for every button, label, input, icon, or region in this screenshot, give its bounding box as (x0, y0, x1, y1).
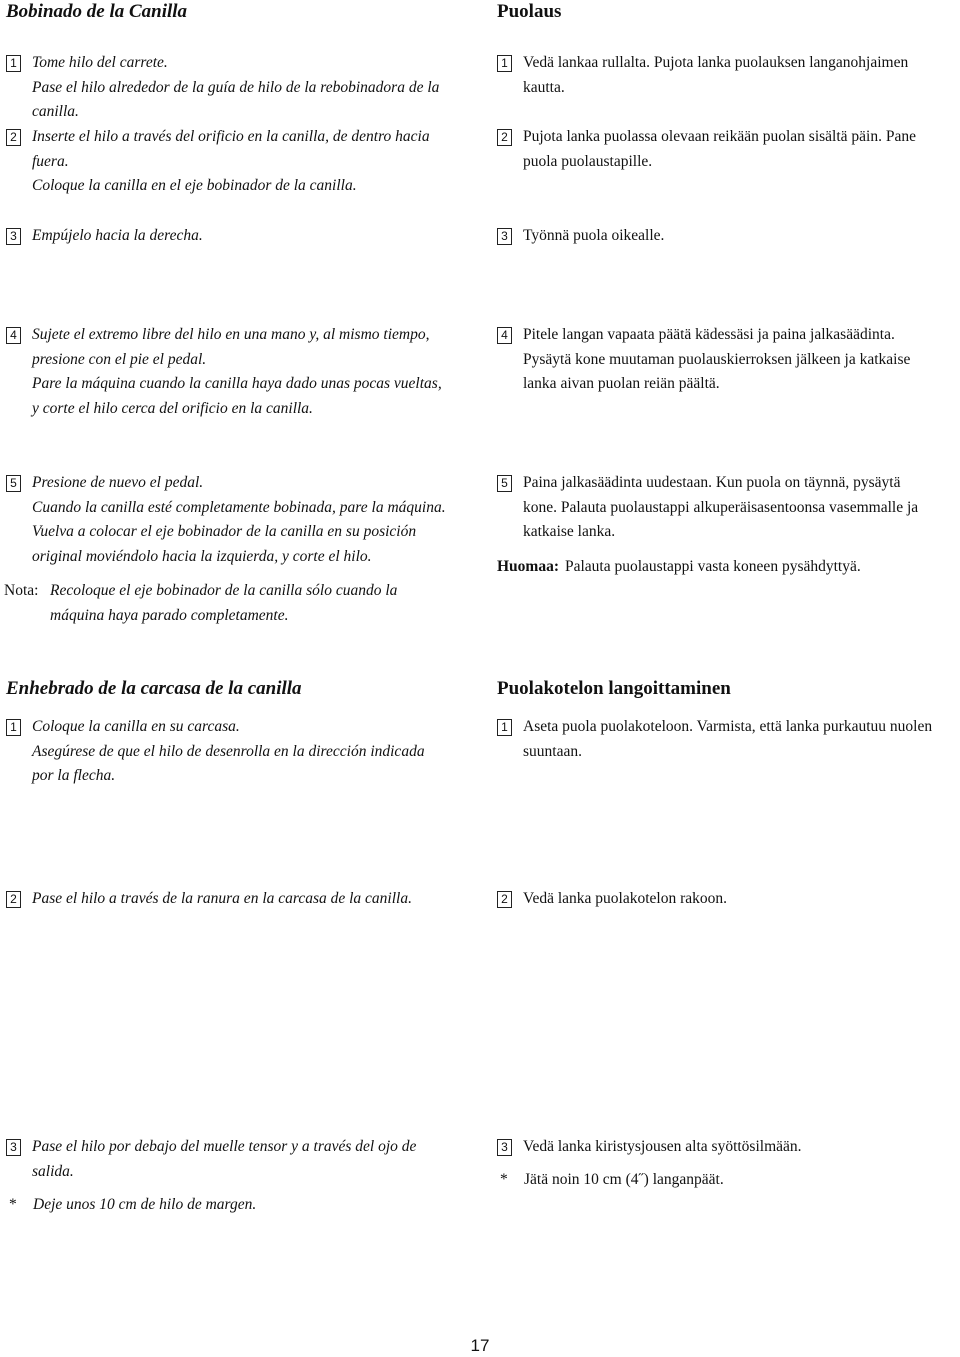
es-case-step-2-text: Pase el hilo a través de la ranura en la carcasa de la canilla. (32, 890, 412, 907)
es-case-step-3 (6, 1135, 476, 1184)
text-line: puola puolaustapille. (523, 152, 653, 170)
fi-step-3-text: Työnnä puola oikealle. (523, 227, 665, 244)
text-line: Presione de nuevo el pedal. (32, 474, 204, 491)
es-case-step-1 (6, 715, 476, 789)
note-label: Huomaa: (497, 558, 559, 575)
fi-case-step-3-text: Vedä lanka kiristysjousen alta syöttösilmään. (523, 1138, 802, 1155)
step-number-2: 2 (6, 129, 21, 146)
es-step-1 (6, 51, 476, 125)
fi-step-5 (497, 471, 959, 545)
fi-step-1-text (523, 51, 959, 100)
step-number-3: 3 (497, 228, 512, 245)
fi-tip (497, 1168, 959, 1193)
text-line: Aseta puola puolakoteloon. Varmista, että lanka purkautuu nuolen (523, 718, 933, 735)
es-step-4-text (32, 323, 476, 421)
note-text: Palauta puolaustappi vasta koneen pysähdyttyä. (565, 558, 861, 575)
text-line: original moviéndolo hacia la izquierda, y corte el hilo. (32, 547, 372, 565)
text-line: kone. Palauta puolaustappi alkuperäisasentoonsa vasemmalle ja (523, 498, 919, 516)
fi-bobbin-case-title: Puolakotelon langoittaminen (497, 678, 731, 699)
text-line: por la flecha. (32, 767, 116, 784)
text-line: lanka aivan puolan reiän päältä. (523, 375, 720, 392)
fi-case-step-2 (497, 887, 959, 912)
es-case-step-3-text (32, 1135, 476, 1184)
es-step-4 (6, 323, 476, 421)
text-line: fuera. (32, 152, 69, 170)
text-line: Pare la máquina cuando la canilla haya dado unas pocas vueltas, (32, 375, 442, 392)
step-number-5: 5 (6, 475, 21, 492)
es-case-step-1-text (32, 715, 476, 789)
text-line: Pysäytä kone muutaman puolauskierroksen jälkeen ja katkaise (523, 350, 911, 368)
text-line: y corte el hilo cerca del orificio en la canilla. (32, 399, 313, 417)
step-number-4: 4 (497, 327, 512, 344)
text-line: salida. (32, 1162, 74, 1180)
fi-step-5-text (523, 471, 959, 545)
text-line: Coloque la canilla en el eje bobinador de la canilla. (32, 177, 357, 194)
fi-note (497, 555, 959, 580)
fi-step-2-text (523, 125, 959, 174)
text-line: Pitele langan vapaata päätä kädessäsi ja paina jalkasäädinta. (523, 326, 895, 343)
text-line: Paina jalkasäädinta uudestaan. Kun puola on täynnä, pysäytä (523, 474, 901, 491)
step-number-2: 2 (6, 891, 21, 908)
tip-text: Deje unos 10 cm de hilo de margen. (33, 1196, 257, 1213)
fi-step-4 (497, 323, 959, 397)
text-line: Asegúrese de que el hilo de desenrolla en la dirección indicada (32, 742, 425, 760)
text-line: Tome hilo del carrete. (32, 54, 168, 71)
text-line: suuntaan. (523, 742, 582, 760)
step-number-3: 3 (6, 228, 21, 245)
text-line: presione con el pie el pedal. (32, 350, 207, 368)
es-note (4, 579, 474, 628)
step-number-1: 1 (497, 719, 512, 736)
es-step-5-text (32, 471, 476, 569)
es-bobbin-winding-title: Bobinado de la Canilla (6, 1, 188, 22)
fi-case-step-1 (497, 715, 959, 764)
text-line: katkaise lanka. (523, 523, 616, 540)
step-number-2: 2 (497, 891, 512, 908)
fi-case-step-2-text: Vedä lanka puolakotelon rakoon. (523, 890, 728, 907)
fi-step-3 (497, 224, 959, 249)
text-line: Pase el hilo alrededor de la guía de hilo de la rebobinadora de la (32, 78, 440, 96)
note-text (50, 579, 397, 628)
es-step-2-text (32, 125, 476, 199)
fi-step-2 (497, 125, 959, 174)
fi-step-4-text (523, 323, 959, 397)
fi-bobbin-winding-title: Puolaus (497, 1, 562, 22)
fi-case-step-1-text (523, 715, 959, 764)
step-number-1: 1 (6, 719, 21, 736)
fi-case-step-3 (497, 1135, 959, 1160)
tip-text: Jätä noin 10 cm (4˝) langanpäät. (524, 1171, 724, 1188)
step-number-1: 1 (6, 55, 21, 72)
es-step-3 (6, 224, 476, 249)
text-line: canilla. (32, 103, 79, 120)
es-step-2 (6, 125, 476, 199)
text-line: Recoloque el eje bobinador de la canilla sólo cuando la (50, 582, 398, 599)
text-line: Pase el hilo por debajo del muelle tensor y a través del ojo de (32, 1138, 417, 1155)
text-line: Coloque la canilla en su carcasa. (32, 718, 240, 735)
step-number-3: 3 (497, 1139, 512, 1156)
step-number-5: 5 (497, 475, 512, 492)
text-line: Inserte el hilo a través del orificio en la canilla, de dentro hacia (32, 128, 430, 145)
text-line: Vuelva a colocar el eje bobinador de la canilla en su posición (32, 523, 417, 540)
text-line: Sujete el extremo libre del hilo en una mano y, al mismo tiempo, (32, 326, 430, 343)
es-bobbin-case-title: Enhebrado de la carcasa de la canilla (6, 678, 302, 699)
fi-step-1 (497, 51, 959, 100)
text-line: kautta. (523, 78, 565, 96)
es-step-1-text (32, 51, 476, 125)
text-line: Pujota lanka puolassa olevaan reikään puolan sisältä päin. Pane (523, 128, 916, 145)
es-step-5 (6, 471, 476, 569)
step-number-4: 4 (6, 327, 21, 344)
es-tip (6, 1193, 476, 1218)
es-step-3-text: Empújelo hacia la derecha. (32, 227, 203, 244)
step-number-1: 1 (497, 55, 512, 72)
page-number: 17 (470, 1336, 490, 1355)
asterisk-icon: * (500, 1171, 508, 1188)
text-line: máquina haya parado completamente. (50, 606, 289, 624)
step-number-2: 2 (497, 129, 512, 146)
asterisk-icon: * (9, 1196, 17, 1213)
step-number-3: 3 (6, 1139, 21, 1156)
text-line: Vedä lankaa rullalta. Pujota lanka puolauksen langanohjaimen (523, 54, 909, 71)
note-label: Nota: (4, 582, 39, 599)
text-line: Cuando la canilla esté completamente bobinada, pare la máquina. (32, 498, 446, 516)
es-case-step-2 (6, 887, 476, 912)
